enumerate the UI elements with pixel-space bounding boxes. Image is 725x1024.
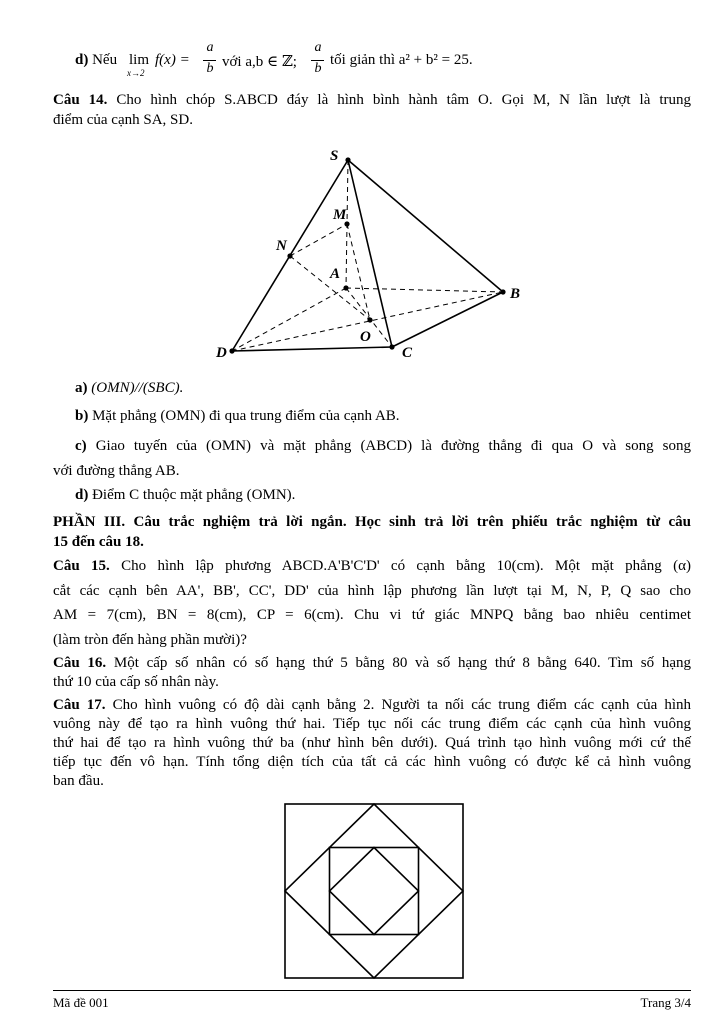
- footer-divider: [53, 990, 691, 991]
- limit-subscript: x→2: [127, 68, 145, 78]
- edge-DC: [232, 347, 392, 351]
- q15-line-1: Câu 15. Cho hình lập phương ABCD.A'B'C'D' có cạnh bằng 10(cm). Một mặt phẳng (α): [53, 558, 691, 574]
- label-M: M: [333, 207, 347, 223]
- label-C: C: [402, 345, 413, 361]
- q14-option-a: a) (OMN)//(SBC).: [75, 380, 184, 396]
- question-label: Câu 16.: [53, 655, 107, 671]
- q16-line-2: thứ 10 của cấp số nhân này.: [53, 674, 219, 690]
- q17-line-4: tiếp tục đến vô hạn. Tính tổng diện tích của tất cả các hình vuông có được kể cả hình vuông: [53, 754, 691, 770]
- label-B: B: [510, 286, 521, 302]
- square-3: [330, 848, 419, 935]
- q15-line-4: (làm tròn đến hàng phần mười)?: [53, 632, 247, 648]
- option-text: Nếu: [92, 52, 118, 68]
- point-C: [389, 344, 394, 349]
- conclusion-text: tối giản thì a² + b² = 25.: [330, 52, 473, 68]
- point-D: [229, 348, 234, 353]
- square-2: [285, 804, 463, 978]
- label-N: N: [276, 238, 287, 254]
- edge-SB: [348, 160, 503, 292]
- fraction-denominator-2: b: [314, 61, 322, 76]
- q14-option-c-line-2: với đường thẳng AB.: [53, 463, 180, 479]
- edge-AD: [232, 288, 346, 351]
- fraction-numerator: a: [206, 40, 214, 55]
- point-O: [367, 317, 372, 322]
- question-label: Câu 14.: [53, 92, 108, 108]
- q15-line-3: AM = 7(cm), BN = 8(cm), CP = 6(cm). Chu vi tứ giác MNPQ bằng bao nhiêu centimet: [53, 607, 691, 623]
- footer-page-number: Trang 3/4: [640, 995, 691, 1010]
- q14-option-d: d) Điểm C thuộc mặt phẳng (OMN).: [75, 487, 296, 503]
- q17-line-3: thứ hai để tạo ra hình vuông thứ ba (như hình bên dưới). Quá trình tạo hình vuông mới cứ thế: [53, 735, 691, 751]
- question-label: Câu 17.: [53, 697, 106, 713]
- square-1: [285, 804, 463, 978]
- point-N: [287, 253, 292, 258]
- label-D: D: [216, 345, 227, 361]
- point-S: [345, 157, 350, 162]
- q15-line-2: cắt các cạnh bên AA', BB', CC', DD' của hình lập phương lần lượt tại M, N, P, Q sao cho: [53, 583, 691, 599]
- part3-heading-line-1: PHẦN III. Câu trắc nghiệm trả lời ngắn. Học sinh trả lời trên phiếu trắc nghiệm từ câu: [53, 514, 691, 530]
- label-S: S: [330, 148, 339, 164]
- limit-symbol: lim: [129, 52, 150, 68]
- label-A: A: [330, 266, 341, 282]
- function-expr: f(x) =: [155, 52, 190, 68]
- q17-line-5: ban đầu.: [53, 773, 104, 789]
- question-label: Câu 15.: [53, 558, 110, 574]
- fraction-numerator-2: a: [314, 40, 322, 55]
- fraction-denominator: b: [206, 61, 214, 76]
- q14-option-b: b) Mặt phẳng (OMN) đi qua trung điểm của cạnh AB.: [75, 408, 400, 424]
- condition-text: với a,b ∈ ℤ;: [222, 54, 297, 70]
- q17-line-1: Câu 17. Cho hình vuông có độ dài cạnh bằng 2. Người ta nối các trung điểm các cạnh của hình: [53, 697, 691, 713]
- edge-AB: [346, 288, 503, 292]
- nested-squares-figure: [283, 802, 465, 980]
- label-O: O: [360, 329, 371, 345]
- square-4: [330, 848, 419, 935]
- point-A: [343, 285, 348, 290]
- part3-heading-line-2: 15 đến câu 18.: [53, 534, 144, 550]
- q17-line-2: vuông này để tạo ra hình vuông thứ hai. Tiếp tục nối các trung điểm các cạnh của hình vuông: [53, 716, 691, 732]
- q14-option-c-line-1: c) Giao tuyến của (OMN) và mặt phẳng (ABCD) là đường thẳng đi qua O và song song: [75, 438, 692, 454]
- edge-CB: [392, 292, 503, 347]
- q16-line-1: Câu 16. Một cấp số nhân có số hạng thứ 5 bằng 80 và số hạng thứ 8 bằng 640. Tìm số hạng: [53, 655, 691, 671]
- question-text: Cho hình chóp S.ABCD đáy là hình bình hành tâm O. Gọi M, N lần lượt là trung: [116, 92, 691, 108]
- q14-line-2: điểm của cạnh SA, SD.: [53, 112, 193, 128]
- footer-exam-code: Mã đề 001: [53, 995, 109, 1010]
- option-label: d): [75, 52, 89, 68]
- point-B: [500, 289, 505, 294]
